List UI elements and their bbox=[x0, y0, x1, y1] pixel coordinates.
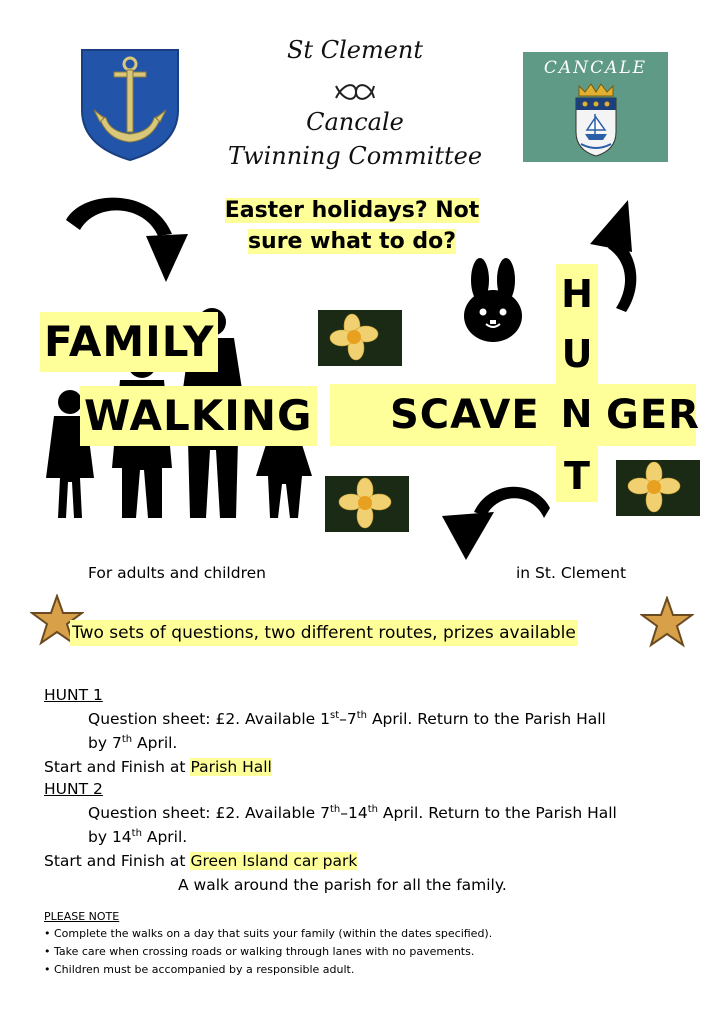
hunt2-start-line: Start and Finish at Green Island car park bbox=[44, 852, 358, 870]
daffodil-photo-3 bbox=[616, 460, 700, 516]
hunt-letter-u: U bbox=[561, 332, 593, 376]
st-clement-coat-of-arms bbox=[80, 48, 180, 162]
daffodil-photo-2 bbox=[325, 476, 409, 532]
knot-icon bbox=[330, 78, 380, 106]
hunt-letter-h: H bbox=[561, 272, 593, 316]
title-walking: WALKING bbox=[80, 386, 317, 446]
curved-arrow-down-left-icon bbox=[440, 478, 554, 562]
rabbit-icon bbox=[462, 258, 524, 344]
hunt1-start-line: Start and Finish at Parish Hall bbox=[44, 758, 272, 776]
please-note-item: • Children must be accompanied by a responsible adult. bbox=[44, 963, 355, 976]
tagline bbox=[222, 198, 482, 261]
title-scavenger-n: N bbox=[560, 392, 594, 436]
hunt1-heading: HUNT 1 bbox=[44, 686, 103, 704]
hunt2-question-line: Question sheet: £2. Available 7th–14th April. Return to the Parish Hall bbox=[88, 804, 617, 823]
hunt1-location: Parish Hall bbox=[190, 758, 272, 776]
cancale-flag-text: CANCALE bbox=[543, 58, 648, 78]
tagline-line2: sure what to do? bbox=[247, 229, 457, 254]
cancale-shield-icon bbox=[573, 82, 619, 158]
banner-text: Two sets of questions, two different routes, prizes available bbox=[70, 620, 578, 646]
please-note-item: • Take care when crossing roads or walking through lanes with no pavements. bbox=[44, 945, 475, 958]
title-family: FAMILY bbox=[40, 312, 218, 372]
please-note-item: • Complete the walks on a day that suits your family (within the dates specified). bbox=[44, 927, 493, 940]
header-twinning-committee: Twinning Committee bbox=[227, 142, 483, 170]
hunt2-by-line: by 14th April. bbox=[88, 828, 188, 847]
hunt2-location: Green Island car park bbox=[190, 852, 358, 870]
curved-arrow-down-icon bbox=[62, 190, 192, 290]
star-right-icon bbox=[640, 596, 694, 648]
hunt1-by-line: by 7th April. bbox=[88, 734, 178, 753]
title-scavenger-part3: GER bbox=[606, 392, 700, 438]
title-scavenger-part1: SCAVE bbox=[390, 392, 540, 438]
subtitle-right: in St. Clement bbox=[516, 564, 627, 582]
daffodil-photo-1 bbox=[318, 310, 402, 366]
header-cancale: Cancale bbox=[306, 108, 404, 136]
hunt1-question-line: Question sheet: £2. Available 1st–7th April. Return to the Parish Hall bbox=[88, 710, 606, 729]
hunt-letter-t: T bbox=[564, 454, 590, 498]
cancale-flag bbox=[523, 52, 668, 162]
header-st-clement: St Clement bbox=[286, 36, 424, 64]
subtitle-left: For adults and children bbox=[88, 564, 266, 582]
please-note-heading: PLEASE NOTE bbox=[44, 910, 120, 923]
walk-line: A walk around the parish for all the family. bbox=[178, 876, 507, 894]
tagline-line1: Easter holidays? Not bbox=[224, 198, 480, 223]
hunt2-heading: HUNT 2 bbox=[44, 780, 103, 798]
